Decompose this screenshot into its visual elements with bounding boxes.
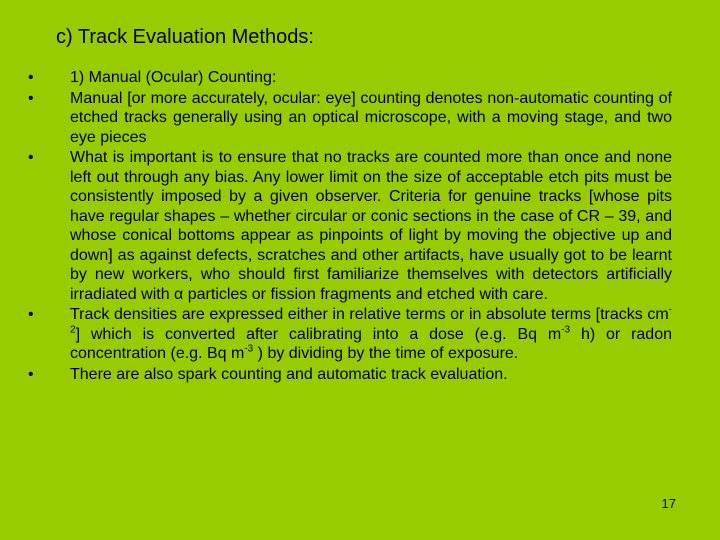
page-number: 17	[661, 496, 676, 511]
bullet-marker: •	[28, 69, 34, 86]
bullet-marker: •	[28, 365, 34, 383]
bullet-marker: •	[28, 89, 34, 107]
slide-title: c) Track Evaluation Methods:	[56, 26, 314, 48]
bullet-item	[28, 148, 672, 304]
bullet-text: What is important is to ensure that no tracks are counted more than once and none left out through any bias. Any lower limit on the size of acceptable etch pits must be consistently imposed by a given observer. Criteria for genuine tracks [whose pits have regular shapes – whether circular or conic sections in the case of CR – 39, and whose conical bottoms appear as pinpoints of light by moving the objective up and down] as against defects, scratches and other artifacts, have usually got to be learnt by new workers, who should first familiarize themselves with detectors artificially irradiated with α particles or fission fragments and etched with care.	[70, 149, 672, 303]
bullet-item	[28, 365, 672, 385]
bullet-text: There are also spark counting and automatic track evaluation.	[70, 365, 508, 383]
bullet-item	[28, 89, 672, 148]
bullet-item	[28, 305, 672, 364]
bullet-text-part: ] which is converted after calibrating into a dose (e.g. Bq m	[75, 325, 562, 343]
bullet-list	[28, 68, 672, 385]
bullet-marker: •	[28, 149, 34, 166]
bullet-text: Manual [or more accurately, ocular: eye] counting denotes non-automatic counting of etched tracks generally using an optical microscope, with a moving stage, and two eye pieces	[70, 89, 672, 146]
bullet-item	[28, 68, 672, 88]
bullet-text: 1) Manual (Ocular) Counting:	[70, 69, 277, 86]
superscript: -3	[244, 343, 254, 355]
superscript: -3	[561, 324, 571, 336]
bullet-marker: •	[28, 306, 34, 323]
bullet-text-part: ) by dividing by the time of exposure.	[253, 345, 519, 362]
superscript: -2	[70, 304, 672, 336]
bullet-text-part: Track densities are expressed either in relative terms or in absolute terms [tracks cm	[70, 306, 669, 323]
bullet-text-part: h) or radon concentration (e.g. Bq m	[70, 325, 672, 362]
